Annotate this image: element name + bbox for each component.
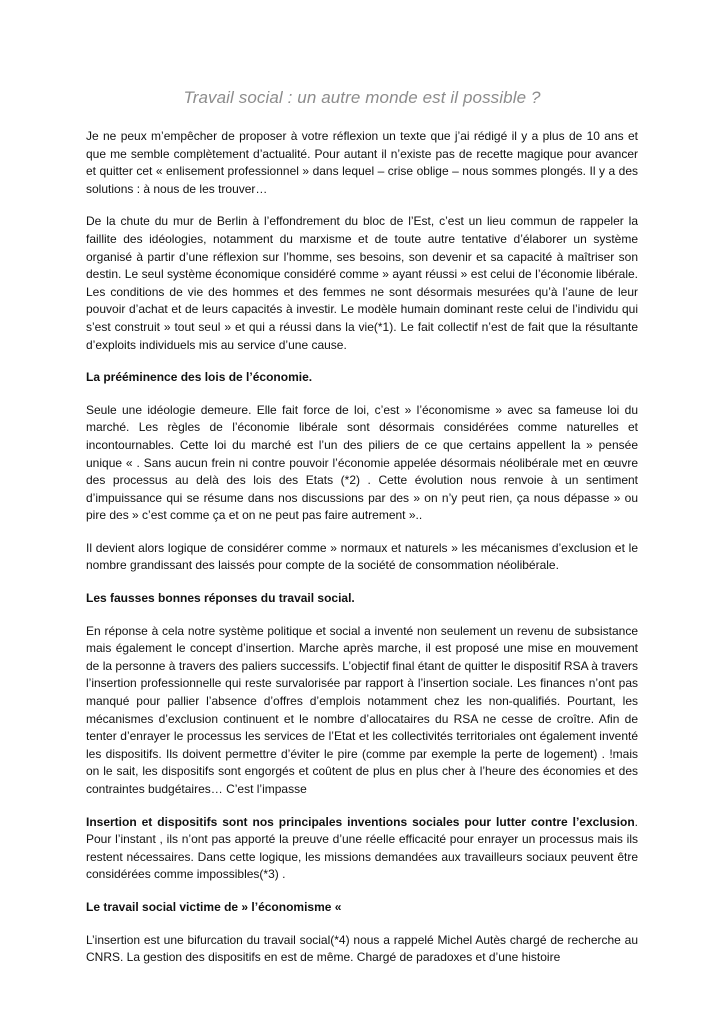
paragraph-intro: Je ne peux m’empêcher de proposer à votre réflexion un texte que j’ai rédigé il y a plus de 10 ans et que me semble complètement d’actualité. Pour autant il n’existe pas de recette magique pour avancer et quitter cet « enlisement professionnel » dans lequel – crise oblige – nous sommes plongés. Il y a des solutions : à nous de les trouver…: [86, 129, 638, 196]
section-heading-economy: La prééminence des lois de l’économie.: [86, 370, 313, 385]
paragraph-dispositifs: [86, 814, 638, 884]
paragraph-insertion: En réponse à cela notre système politique et social a inventé non seulement un revenu de subsistance mais également le concept d’insertion. Marche après marche, il est proposé une mise en mouvement de la personne à travers des paliers successifs. L’objectif final étant de quitter le dispositif RSA à travers l’insertion professionnelle qui reste survalorisée par rapport à l’insertion sociale. Les finances n’ont pas manqué pour pallier l’absence d’offres d’emplois notamment chez les non-qualifiés. Pourtant, les mécanismes d’exclusion continuent et le nombre d’allocataires du RSA ne cesse de croître. Afin de tenter d’enrayer le processus les services de l’Etat et les collectivités territoriales ont également inventé les dispositifs. Ils doivent permettre d’éviter le pire (comme par exemple la perte de logement) . !mais on le sait, les dispositifs sont engorgés et coûtent de plus en plus cher à l’heure des économies et des contraintes budgétaires… C’est l’impasse: [86, 623, 638, 796]
paragraph-ideology: Seule une idéologie demeure. Elle fait force de loi, c’est » l’économisme » avec sa fameuse loi du marché. Les règles de l’économie libérale sont désormais considérées comme naturelles et incontournables. Cette loi du marché est l’un des piliers de ce que certains appellent la » pensée unique « . Sans aucun frein ni contre pouvoir l’économie appelée désormais néolibérale met en œuvre des processus au delà des lois des Etats (*2) . Cette évolution nous renvoie à un sentiment d’impuissance qui se résume dans nos discussions par des » on n’y peut rien, ça nous dépasse » ou pire des » c’est comme ça et on ne peut pas faire autrement »..: [86, 402, 638, 523]
paragraph-berlin: De la chute du mur de Berlin à l’effondrement du bloc de l’Est, c’est un lieu commun de rappeler la faillite des idéologies, notamment du marxisme et de toute autre tentative d’élaborer un système organisé à partir d’une réflexion sur l’homme, ses besoins, son devenir et sa capacité à maîtriser son destin. Le seul système économique considéré comme » ayant réussi » est celui de l’économie libérale. Les conditions de vie des hommes et des femmes ne sont désormais mesurées qu’à l’aune de leur pouvoir d’achat et de leurs capacités à investir. Le modèle humain dominant reste celui de l’individu qui s’est construit » tout seul » et qui a réussi dans la vie(*1). Le fait collectif n’est de fait que la résultante d’exploits individuels mis au service d’une cause.: [86, 214, 638, 352]
paragraph-exclusion: Il devient alors logique de considérer comme » normaux et naturels » les mécanismes d’exclusion et le nombre grandissant des laissés pour compte de la société de consommation néolibérale.: [86, 540, 638, 573]
section-heading-false-answers: Les fausses bonnes réponses du travail social.: [86, 591, 355, 606]
document-title: Travail social : un autre monde est il possible ?: [183, 88, 541, 107]
paragraph-bifurcation: L’insertion est une bifurcation du travail social(*4) nous a rappelé Michel Autès chargé de recherche au CNRS. La gestion des dispositifs en est de même. Chargé de paradoxes et d’une histoire: [86, 932, 638, 965]
paragraph-dispositifs-text: . Pour l’instant , ils n’ont pas apporté la preuve d’une réelle efficacité pour enrayer un processus mais ils restent nécessaires. Dans cette logique, les missions demandées aux travailleurs sociaux peuvent être considérées comme impossibles(*3) .: [86, 814, 638, 882]
section-heading-victim: Le travail social victime de » l’économisme «: [86, 899, 342, 914]
paragraph-dispositifs-bold: Insertion et dispositifs sont nos principales inventions sociales pour lutter contre l’exclusion: [86, 814, 635, 829]
